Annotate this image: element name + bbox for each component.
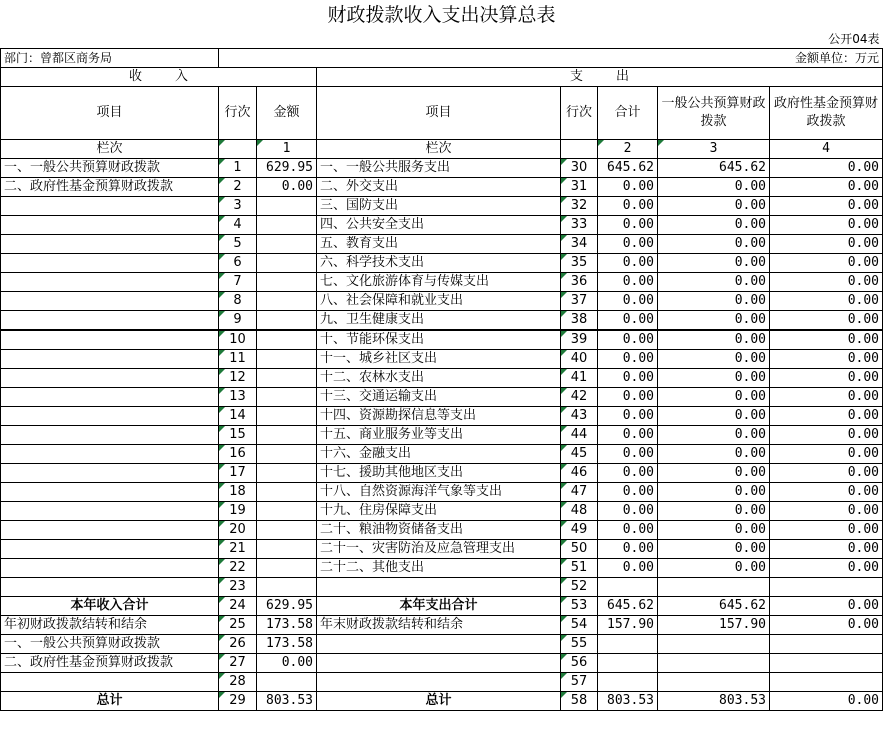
income-amount-cell xyxy=(257,273,317,292)
general-budget-cell: 0.00 xyxy=(658,540,770,559)
expense-item-cell: 十九、住房保障支出 xyxy=(317,502,561,521)
fund-budget-cell: 0.00 xyxy=(770,216,883,235)
expense-row-no-cell: 30 xyxy=(561,159,598,178)
expense-item-cell: 二、外交支出 xyxy=(317,178,561,197)
expense-item-cell: 十四、资源勘探信息等支出 xyxy=(317,407,561,426)
general-budget-cell xyxy=(658,654,770,673)
table-row xyxy=(1,445,883,464)
expense-item-cell: 总计 xyxy=(317,692,561,711)
income-item-cell xyxy=(1,521,219,540)
income-amount-cell xyxy=(257,483,317,502)
expense-item-cell: 年末财政拨款结转和结余 xyxy=(317,616,561,635)
table-row xyxy=(1,197,883,216)
income-item-cell xyxy=(1,369,219,388)
fund-budget-cell: 0.00 xyxy=(770,559,883,578)
general-budget-cell: 0.00 xyxy=(658,464,770,483)
fund-budget-cell: 0.00 xyxy=(770,597,883,616)
table-row xyxy=(1,464,883,483)
table-row xyxy=(1,216,883,235)
income-amount-cell: 0.00 xyxy=(257,654,317,673)
total-amount-cell: 0.00 xyxy=(598,254,658,273)
total-amount-cell: 0.00 xyxy=(598,197,658,216)
expense-item-cell: 六、科学技术支出 xyxy=(317,254,561,273)
income-row-no-cell: 4 xyxy=(219,216,257,235)
income-amount-cell: 629.95 xyxy=(257,159,317,178)
expense-row-no-cell: 54 xyxy=(561,616,598,635)
table-row xyxy=(1,388,883,407)
total-amount-cell xyxy=(598,673,658,692)
total-amount-cell: 0.00 xyxy=(598,521,658,540)
general-budget-cell: 0.00 xyxy=(658,483,770,502)
fund-budget-cell: 0.00 xyxy=(770,426,883,445)
general-budget-cell: 0.00 xyxy=(658,311,770,331)
table-row xyxy=(1,369,883,388)
fund-budget-cell: 0.00 xyxy=(770,311,883,331)
expense-row-no-cell: 58 xyxy=(561,692,598,711)
expense-item-cell: 十八、自然资源海洋气象等支出 xyxy=(317,483,561,502)
expense-item-cell xyxy=(317,654,561,673)
expense-row-no-cell: 45 xyxy=(561,445,598,464)
income-row-no-cell: 3 xyxy=(219,197,257,216)
table-row xyxy=(1,616,883,635)
fund-budget-cell: 0.00 xyxy=(770,445,883,464)
expense-item-cell: 一、一般公共服务支出 xyxy=(317,159,561,178)
expense-row-no-cell: 49 xyxy=(561,521,598,540)
expense-item-cell: 七、文化旅游体育与传媒支出 xyxy=(317,273,561,292)
income-amount-cell: 173.58 xyxy=(257,616,317,635)
fund-budget-cell: 0.00 xyxy=(770,388,883,407)
fund-budget-cell: 0.00 xyxy=(770,692,883,711)
table-row xyxy=(1,311,883,331)
fund-budget-cell: 0.00 xyxy=(770,616,883,635)
general-budget-cell: 0.00 xyxy=(658,559,770,578)
income-amount-cell xyxy=(257,388,317,407)
col-header-expense-item: 项目 xyxy=(317,87,561,140)
expense-item-cell xyxy=(317,578,561,597)
table-row xyxy=(1,540,883,559)
expense-row-no-cell: 51 xyxy=(561,559,598,578)
col-index-total: 2 xyxy=(598,140,658,159)
col-header-total: 合计 xyxy=(598,87,658,140)
income-row-no-cell: 8 xyxy=(219,292,257,311)
general-budget-cell xyxy=(658,673,770,692)
expense-row-no-cell: 35 xyxy=(561,254,598,273)
total-amount-cell: 0.00 xyxy=(598,330,658,350)
table-row xyxy=(1,426,883,445)
income-row-no-cell: 5 xyxy=(219,235,257,254)
table-row xyxy=(1,578,883,597)
income-item-cell: 二、政府性基金预算财政拨款 xyxy=(1,654,219,673)
income-amount-cell: 173.58 xyxy=(257,635,317,654)
total-amount-cell: 0.00 xyxy=(598,273,658,292)
income-item-cell xyxy=(1,273,219,292)
general-budget-cell: 803.53 xyxy=(658,692,770,711)
fund-budget-cell: 0.00 xyxy=(770,483,883,502)
expense-item-cell: 本年支出合计 xyxy=(317,597,561,616)
income-row-no-cell: 23 xyxy=(219,578,257,597)
income-amount-cell xyxy=(257,311,317,331)
income-amount-cell xyxy=(257,350,317,369)
general-budget-cell: 0.00 xyxy=(658,330,770,350)
table-row xyxy=(1,654,883,673)
col-header-general-budget: 一般公共预算财政拨款 xyxy=(658,87,770,140)
income-row-no-cell: 10 xyxy=(219,330,257,350)
general-budget-cell: 0.00 xyxy=(658,292,770,311)
expense-row-no-cell: 37 xyxy=(561,292,598,311)
fund-budget-cell: 0.00 xyxy=(770,235,883,254)
table-row xyxy=(1,692,883,711)
income-item-cell xyxy=(1,292,219,311)
expense-item-cell: 五、教育支出 xyxy=(317,235,561,254)
income-amount-cell: 803.53 xyxy=(257,692,317,711)
income-amount-cell: 0.00 xyxy=(257,178,317,197)
income-amount-cell xyxy=(257,673,317,692)
fund-budget-cell xyxy=(770,673,883,692)
income-row-no-cell: 21 xyxy=(219,540,257,559)
income-item-cell xyxy=(1,483,219,502)
income-amount-cell xyxy=(257,369,317,388)
income-row-no-cell: 18 xyxy=(219,483,257,502)
fund-budget-cell: 0.00 xyxy=(770,521,883,540)
income-row-no-cell: 28 xyxy=(219,673,257,692)
fund-budget-cell: 0.00 xyxy=(770,330,883,350)
general-budget-cell: 0.00 xyxy=(658,197,770,216)
income-item-cell xyxy=(1,502,219,521)
total-amount-cell: 0.00 xyxy=(598,559,658,578)
income-item-cell: 总计 xyxy=(1,692,219,711)
income-amount-cell xyxy=(257,502,317,521)
expense-item-cell: 十一、城乡社区支出 xyxy=(317,350,561,369)
income-item-cell: 本年收入合计 xyxy=(1,597,219,616)
expense-row-no-cell: 38 xyxy=(561,311,598,331)
income-amount-cell xyxy=(257,464,317,483)
income-item-cell xyxy=(1,578,219,597)
income-item-cell xyxy=(1,254,219,273)
table-row xyxy=(1,559,883,578)
fund-budget-cell: 0.00 xyxy=(770,292,883,311)
income-row-no-cell: 24 xyxy=(219,597,257,616)
total-amount-cell xyxy=(598,578,658,597)
expense-row-no-cell: 34 xyxy=(561,235,598,254)
income-item-cell: 一、一般公共预算财政拨款 xyxy=(1,635,219,654)
table-title: 财政拨款收入支出决算总表 xyxy=(327,4,556,26)
income-row-no-cell: 14 xyxy=(219,407,257,426)
income-item-cell xyxy=(1,235,219,254)
income-item-cell xyxy=(1,464,219,483)
total-amount-cell: 0.00 xyxy=(598,483,658,502)
col-header-expense-row-no: 行次 xyxy=(561,87,598,140)
expense-item-cell: 十七、援助其他地区支出 xyxy=(317,464,561,483)
col-header-fund-budget: 政府性基金预算财政拨款 xyxy=(770,87,883,140)
fund-budget-cell: 0.00 xyxy=(770,254,883,273)
fund-budget-cell: 0.00 xyxy=(770,502,883,521)
income-item-cell xyxy=(1,407,219,426)
income-amount-cell xyxy=(257,216,317,235)
expense-row-no-cell: 43 xyxy=(561,407,598,426)
total-amount-cell: 0.00 xyxy=(598,388,658,407)
col-header-income-row-no: 行次 xyxy=(219,87,257,140)
table-row xyxy=(1,235,883,254)
income-amount-cell xyxy=(257,578,317,597)
fund-budget-cell: 0.00 xyxy=(770,273,883,292)
income-row-no-cell: 17 xyxy=(219,464,257,483)
general-budget-cell: 157.90 xyxy=(658,616,770,635)
total-amount-cell: 0.00 xyxy=(598,369,658,388)
total-amount-cell: 645.62 xyxy=(598,597,658,616)
income-amount-cell xyxy=(257,330,317,350)
expense-section-header: 支 出 xyxy=(317,68,883,87)
expense-row-no-cell: 52 xyxy=(561,578,598,597)
table-row xyxy=(1,254,883,273)
fund-budget-cell: 0.00 xyxy=(770,178,883,197)
expense-row-no-cell: 53 xyxy=(561,597,598,616)
income-row-no-cell: 6 xyxy=(219,254,257,273)
expense-item-cell xyxy=(317,673,561,692)
income-item-cell xyxy=(1,197,219,216)
expense-item-cell: 十六、金融支出 xyxy=(317,445,561,464)
total-amount-cell: 0.00 xyxy=(598,540,658,559)
total-amount-cell: 0.00 xyxy=(598,350,658,369)
expense-item-cell: 十五、商业服务业等支出 xyxy=(317,426,561,445)
general-budget-cell: 0.00 xyxy=(658,445,770,464)
fund-budget-cell: 0.00 xyxy=(770,540,883,559)
expense-item-cell: 十三、交通运输支出 xyxy=(317,388,561,407)
col-index-general: 3 xyxy=(658,140,770,159)
total-amount-cell: 0.00 xyxy=(598,464,658,483)
expense-row-no-cell: 57 xyxy=(561,673,598,692)
expense-row-no-cell: 39 xyxy=(561,330,598,350)
general-budget-cell xyxy=(658,635,770,654)
expense-row-no-cell: 36 xyxy=(561,273,598,292)
total-amount-cell: 0.00 xyxy=(598,235,658,254)
table-row xyxy=(1,521,883,540)
income-amount-cell xyxy=(257,254,317,273)
total-amount-cell xyxy=(598,654,658,673)
total-amount-cell: 0.00 xyxy=(598,216,658,235)
general-budget-cell: 0.00 xyxy=(658,350,770,369)
total-amount-cell: 0.00 xyxy=(598,407,658,426)
income-row-no-cell: 1 xyxy=(219,159,257,178)
income-row-no-cell: 20 xyxy=(219,521,257,540)
total-amount-cell: 0.00 xyxy=(598,292,658,311)
general-budget-cell: 0.00 xyxy=(658,521,770,540)
expense-row-no-cell: 46 xyxy=(561,464,598,483)
total-amount-cell: 0.00 xyxy=(598,426,658,445)
income-amount-cell xyxy=(257,235,317,254)
expense-row-no-cell: 32 xyxy=(561,197,598,216)
table-row xyxy=(1,483,883,502)
income-row-no-cell: 22 xyxy=(219,559,257,578)
general-budget-cell: 0.00 xyxy=(658,407,770,426)
unit-label: 金额单位：万元 xyxy=(770,49,883,68)
expense-item-cell: 十二、农林水支出 xyxy=(317,369,561,388)
col-header-income-amount: 金额 xyxy=(257,87,317,140)
table-row xyxy=(1,635,883,654)
income-row-no-cell: 2 xyxy=(219,178,257,197)
income-item-cell xyxy=(1,559,219,578)
income-item-cell xyxy=(1,426,219,445)
general-budget-cell: 0.00 xyxy=(658,235,770,254)
general-budget-cell: 0.00 xyxy=(658,273,770,292)
general-budget-cell: 645.62 xyxy=(658,597,770,616)
fund-budget-cell: 0.00 xyxy=(770,197,883,216)
expense-item-cell: 四、公共安全支出 xyxy=(317,216,561,235)
income-amount-cell xyxy=(257,559,317,578)
expense-row-no-cell: 31 xyxy=(561,178,598,197)
expense-row-no-cell: 50 xyxy=(561,540,598,559)
income-row-no-cell: 15 xyxy=(219,426,257,445)
total-amount-cell: 0.00 xyxy=(598,178,658,197)
income-item-cell: 一、一般公共预算财政拨款 xyxy=(1,159,219,178)
general-budget-cell: 0.00 xyxy=(658,502,770,521)
income-item-cell: 二、政府性基金预算财政拨款 xyxy=(1,178,219,197)
expense-item-cell: 二十、粮油物资储备支出 xyxy=(317,521,561,540)
table-row xyxy=(1,330,883,350)
total-amount-cell: 0.00 xyxy=(598,311,658,331)
income-item-cell xyxy=(1,673,219,692)
general-budget-cell xyxy=(658,578,770,597)
income-amount-cell xyxy=(257,445,317,464)
income-amount-cell: 629.95 xyxy=(257,597,317,616)
department-label: 部门：曾都区商务局 xyxy=(1,49,219,68)
income-item-cell xyxy=(1,445,219,464)
general-budget-cell: 645.62 xyxy=(658,159,770,178)
income-amount-cell xyxy=(257,521,317,540)
total-amount-cell: 0.00 xyxy=(598,445,658,464)
expense-item-cell: 九、卫生健康支出 xyxy=(317,311,561,331)
income-row-no-cell: 29 xyxy=(219,692,257,711)
total-amount-cell: 645.62 xyxy=(598,159,658,178)
expense-item-cell: 二十一、灾害防治及应急管理支出 xyxy=(317,540,561,559)
form-code: 公开04表 xyxy=(828,32,880,46)
table-row xyxy=(1,407,883,426)
col-index-label-2: 栏次 xyxy=(317,140,561,159)
fund-budget-cell: 0.00 xyxy=(770,159,883,178)
fund-budget-cell: 0.00 xyxy=(770,350,883,369)
expense-row-no-cell: 55 xyxy=(561,635,598,654)
general-budget-cell: 0.00 xyxy=(658,216,770,235)
general-budget-cell: 0.00 xyxy=(658,388,770,407)
total-amount-cell: 803.53 xyxy=(598,692,658,711)
income-row-no-cell: 13 xyxy=(219,388,257,407)
col-header-income-item: 项目 xyxy=(1,87,219,140)
table-row xyxy=(1,292,883,311)
fund-budget-cell: 0.00 xyxy=(770,407,883,426)
general-budget-cell: 0.00 xyxy=(658,369,770,388)
expense-item-cell xyxy=(317,635,561,654)
income-amount-cell xyxy=(257,197,317,216)
table-row xyxy=(1,673,883,692)
fund-budget-cell xyxy=(770,578,883,597)
general-budget-cell: 0.00 xyxy=(658,426,770,445)
expense-row-no-cell: 40 xyxy=(561,350,598,369)
table-row xyxy=(1,502,883,521)
income-item-cell xyxy=(1,350,219,369)
expense-row-no-cell: 48 xyxy=(561,502,598,521)
income-item-cell xyxy=(1,330,219,350)
income-item-cell xyxy=(1,388,219,407)
total-amount-cell: 157.90 xyxy=(598,616,658,635)
income-amount-cell xyxy=(257,292,317,311)
expense-item-cell: 二十二、其他支出 xyxy=(317,559,561,578)
expense-item-cell: 八、社会保障和就业支出 xyxy=(317,292,561,311)
income-row-no-cell: 11 xyxy=(219,350,257,369)
expense-row-no-cell: 47 xyxy=(561,483,598,502)
income-item-cell xyxy=(1,540,219,559)
income-row-no-cell: 16 xyxy=(219,445,257,464)
expense-item-cell: 三、国防支出 xyxy=(317,197,561,216)
income-item-cell xyxy=(1,311,219,331)
fund-budget-cell xyxy=(770,635,883,654)
income-row-no-cell: 25 xyxy=(219,616,257,635)
col-index-label: 栏次 xyxy=(1,140,219,159)
income-amount-cell xyxy=(257,407,317,426)
table-row xyxy=(1,159,883,178)
expense-item-cell: 十、节能环保支出 xyxy=(317,330,561,350)
fund-budget-cell: 0.00 xyxy=(770,464,883,483)
total-amount-cell xyxy=(598,635,658,654)
total-amount-cell: 0.00 xyxy=(598,502,658,521)
income-row-no-cell: 26 xyxy=(219,635,257,654)
expense-row-no-cell: 44 xyxy=(561,426,598,445)
expense-row-no-cell: 33 xyxy=(561,216,598,235)
income-amount-cell xyxy=(257,426,317,445)
general-budget-cell: 0.00 xyxy=(658,254,770,273)
table-row xyxy=(1,273,883,292)
expense-row-no-cell: 42 xyxy=(561,388,598,407)
fund-budget-cell: 0.00 xyxy=(770,369,883,388)
income-item-cell: 年初财政拨款结转和结余 xyxy=(1,616,219,635)
fund-budget-cell xyxy=(770,654,883,673)
expense-row-no-cell: 41 xyxy=(561,369,598,388)
table-row xyxy=(1,350,883,369)
income-row-no-cell: 27 xyxy=(219,654,257,673)
income-row-no-cell: 9 xyxy=(219,311,257,331)
income-row-no-cell: 19 xyxy=(219,502,257,521)
income-amount-cell xyxy=(257,540,317,559)
table-row xyxy=(1,178,883,197)
income-item-cell xyxy=(1,216,219,235)
general-budget-cell: 0.00 xyxy=(658,178,770,197)
income-row-no-cell: 7 xyxy=(219,273,257,292)
col-index-fund: 4 xyxy=(770,140,883,159)
col-index-amount: 1 xyxy=(257,140,317,159)
income-row-no-cell: 12 xyxy=(219,369,257,388)
income-section-header: 收 入 xyxy=(1,68,317,87)
expense-row-no-cell: 56 xyxy=(561,654,598,673)
table-row xyxy=(1,597,883,616)
